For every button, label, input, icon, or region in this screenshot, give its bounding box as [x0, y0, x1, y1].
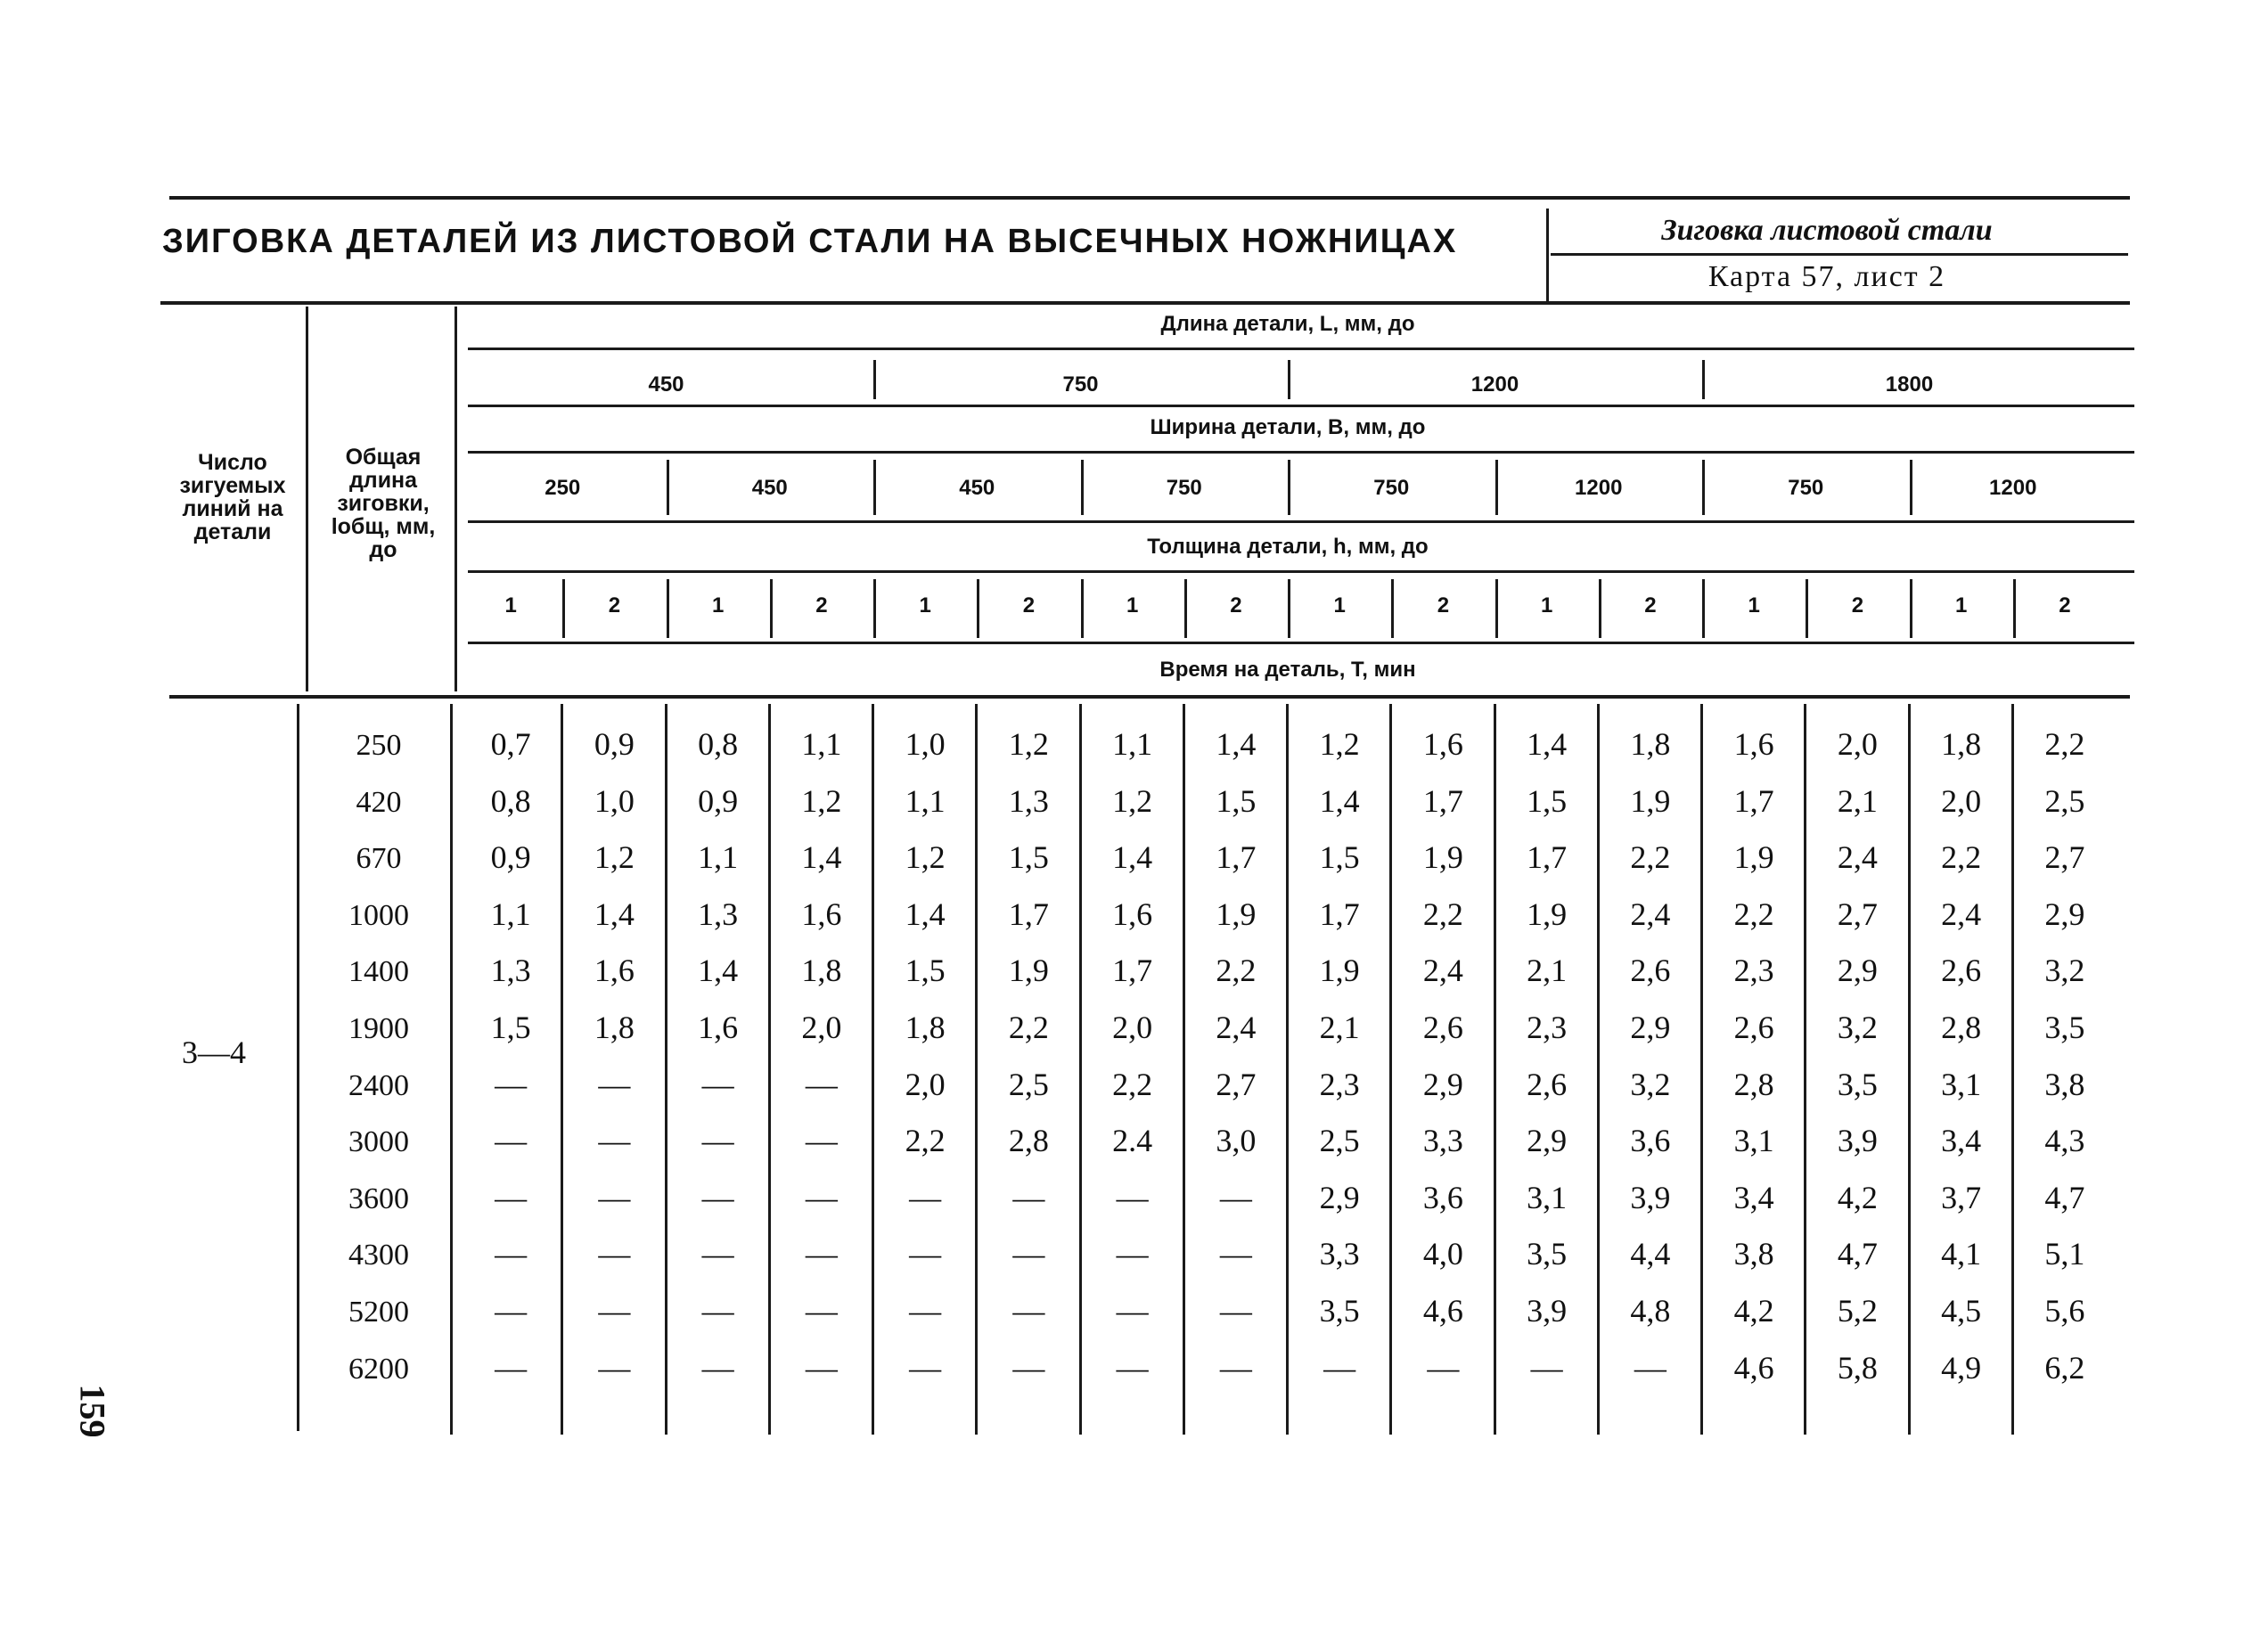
table-cell: 1,9 [1008, 953, 1049, 989]
table-cell: 2,2 [1630, 839, 1671, 876]
table-cell: 4,7 [1837, 1236, 1878, 1272]
thickness-divider [1702, 579, 1705, 638]
length-label: 750 [1062, 372, 1099, 397]
thickness-label: 1 [1748, 593, 1760, 617]
table-cell: 1,9 [1733, 839, 1774, 876]
table-cell: — [598, 1179, 631, 1215]
table-cell: 0,8 [698, 726, 739, 762]
table-cell: 2,0 [801, 1010, 842, 1045]
table-cell: — [495, 1123, 528, 1159]
table-cell: — [805, 1293, 838, 1329]
table-cell: 2,9 [1630, 1010, 1671, 1045]
table-cell: 3,2 [1837, 1010, 1878, 1045]
table-cell: 4,7 [2044, 1179, 2085, 1215]
table-cell: — [1116, 1236, 1149, 1272]
table-cell: 4,2 [1837, 1179, 1878, 1215]
table-cell: 2,2 [1422, 896, 1463, 932]
stub-total-length: Общая длина зиговки, lобщ, мм, до [331, 445, 436, 562]
table-cell: 2,0 [1112, 1010, 1153, 1045]
thickness-label: 2 [815, 593, 828, 617]
table-cell: 2,5 [2044, 782, 2085, 819]
table-cell: 1,1 [490, 896, 531, 932]
table-cell: 1,9 [1216, 896, 1257, 932]
row-label: 3600 [348, 1182, 409, 1215]
table-cell: 5,6 [2044, 1293, 2085, 1329]
table-cell: 2,4 [1216, 1010, 1257, 1045]
table-cell: 1,8 [905, 1010, 946, 1045]
thickness-label: 1 [1954, 593, 1968, 617]
thickness-divider [1391, 579, 1394, 638]
table-cell: 3,1 [1733, 1123, 1774, 1159]
width-label: 1200 [1575, 476, 1623, 500]
table-cell: 2,8 [1733, 1066, 1774, 1102]
table-cell: 1,7 [1008, 896, 1049, 932]
table-cell: — [598, 1123, 631, 1159]
table-cell: — [495, 1066, 528, 1102]
table-cell: 1,6 [594, 953, 635, 989]
thickness-divider [2013, 579, 2016, 638]
table-cell: 1,3 [490, 953, 531, 989]
thickness-divider [1184, 579, 1187, 638]
table-cell: 0,7 [490, 726, 531, 762]
table-cell: — [805, 1349, 838, 1386]
row-label: 2400 [348, 1068, 409, 1102]
table-cell: 1,2 [801, 782, 842, 819]
table-cell: 1,4 [1112, 839, 1153, 876]
table-cell: 2,9 [2044, 896, 2085, 932]
table-cell: 2.4 [1112, 1123, 1153, 1159]
title-bottom-rule [160, 301, 2130, 305]
card-number: Карта 57, лист 2 [1707, 260, 1946, 293]
thickness-divider [1288, 579, 1290, 638]
thickness-divider [1495, 579, 1498, 638]
table-cell: 2,0 [1941, 782, 1982, 819]
table-cell: 2,6 [1527, 1066, 1568, 1102]
table-cell: 2,4 [1630, 896, 1671, 932]
thickness-divider [1599, 579, 1601, 638]
table-cell: 2,2 [2044, 726, 2085, 762]
thickness-label: 1 [504, 593, 517, 617]
thickness-label: 2 [1230, 593, 1242, 617]
table-cell: 1,7 [1527, 839, 1568, 876]
table-cell: 2,3 [1319, 1066, 1360, 1102]
table-cell: 1,9 [1319, 953, 1360, 989]
table-cell: 2,4 [1422, 953, 1463, 989]
table-cell: 2,0 [905, 1066, 946, 1102]
table-cell: — [701, 1179, 734, 1215]
table-cell: 2,2 [905, 1123, 946, 1159]
table-cell: 2,9 [1319, 1179, 1360, 1215]
table-cell: 1,8 [1941, 726, 1982, 762]
table-cell: — [909, 1236, 942, 1272]
table-cell: — [1219, 1349, 1252, 1386]
table-cell: — [701, 1293, 734, 1329]
table-cell: 2,6 [1941, 953, 1982, 989]
table-cell: 1,8 [1630, 726, 1671, 762]
table-cell: 1,0 [594, 782, 635, 819]
table-cell: 1,9 [1422, 839, 1463, 876]
table-cell: 1,4 [594, 896, 635, 932]
header-rule-5 [468, 642, 2134, 644]
table-cell: 1,8 [594, 1010, 635, 1045]
header-rule-3 [468, 520, 2134, 523]
stub-divider-1 [306, 307, 308, 691]
table-cell: 2,6 [1630, 953, 1671, 989]
table-cell: — [1012, 1179, 1045, 1215]
header-rule-2 [468, 451, 2134, 454]
table-cell: 1,7 [1216, 839, 1257, 876]
table-cell: 1,4 [1319, 782, 1360, 819]
table-cell: — [805, 1123, 838, 1159]
table-cell: 1,2 [1319, 726, 1360, 762]
thickness-label: 2 [1022, 593, 1036, 617]
table-cell: 4,5 [1941, 1293, 1982, 1329]
table-cell: — [909, 1349, 942, 1386]
table-cell: 1,0 [905, 726, 946, 762]
table-cell: — [909, 1179, 942, 1215]
table-cell: 3,5 [2044, 1010, 2085, 1045]
table-cell: 1,4 [1216, 726, 1257, 762]
table-cell: 1,1 [905, 782, 946, 819]
table-cell: — [1012, 1349, 1045, 1386]
table-cell: — [701, 1349, 734, 1386]
table-cell: 1,3 [698, 896, 739, 932]
table-cell: — [805, 1066, 838, 1102]
table-cell: 2,2 [1941, 839, 1982, 876]
table-cell: 2,5 [1008, 1066, 1049, 1102]
width-label: 250 [545, 476, 581, 500]
table-cell: 2,4 [1941, 896, 1982, 932]
table-cell: 4,4 [1630, 1236, 1671, 1272]
table-cell: 2,7 [2044, 839, 2085, 876]
table-cell: 1,1 [801, 726, 842, 762]
table-cell: — [598, 1066, 631, 1102]
table-cell: 3,1 [1527, 1179, 1568, 1215]
group-label: 3—4 [182, 1035, 246, 1070]
body-label-divider [450, 704, 453, 1435]
table-cell: 3,4 [1733, 1179, 1774, 1215]
table-cell: 3,1 [1941, 1066, 1982, 1102]
table-cell: 1,3 [1008, 782, 1049, 819]
page-title: ЗИГОВКА ДЕТАЛЕЙ ИЗ ЛИСТОВОЙ СТАЛИ НА ВЫСЕЧНЫХ НОЖНИЦАХ [162, 223, 1458, 260]
length-label: 1200 [1470, 372, 1519, 397]
thickness-divider [977, 579, 979, 638]
table-cell: — [495, 1293, 528, 1329]
table-cell: 1,5 [1008, 839, 1049, 876]
thickness-divider [770, 579, 773, 638]
table-cell: 2,0 [1837, 726, 1878, 762]
table-cell: 1,2 [594, 839, 635, 876]
table-cell: 1,5 [1527, 782, 1568, 819]
thickness-divider [1910, 579, 1912, 638]
table-cell: 1,6 [801, 896, 842, 932]
table-cell: 2,2 [1008, 1010, 1049, 1045]
table-cell: 1,2 [1112, 782, 1153, 819]
table-cell: 2,8 [1941, 1010, 1982, 1045]
header-bottom-rule [169, 695, 2130, 699]
header-rule-1 [468, 405, 2134, 407]
table-cell: 1,4 [801, 839, 842, 876]
table-cell: 3,3 [1422, 1123, 1463, 1159]
right-title-divider [1551, 253, 2128, 256]
table-cell: 3,8 [1733, 1236, 1774, 1272]
length-divider [1288, 360, 1290, 399]
row-label: 670 [356, 842, 402, 876]
thickness-divider [873, 579, 876, 638]
row-label: 4300 [348, 1239, 409, 1272]
table-cell: — [701, 1123, 734, 1159]
table-cell: 1,1 [698, 839, 739, 876]
stub-divider-2 [454, 307, 457, 691]
table-cell: 0,8 [490, 782, 531, 819]
thickness-label: 2 [1437, 593, 1450, 617]
table-cell: 2,1 [1319, 1010, 1360, 1045]
table-cell: 2,4 [1837, 839, 1878, 876]
table-cell: — [1323, 1349, 1356, 1386]
table-cell: 5,2 [1837, 1293, 1878, 1329]
width-label: 450 [751, 476, 788, 500]
thickness-label: 1 [711, 593, 725, 617]
table-cell: 5,8 [1837, 1349, 1878, 1386]
thickness-label: 2 [608, 593, 621, 617]
table-cell: 3,5 [1319, 1293, 1360, 1329]
title-vertical-divider [1546, 209, 1549, 303]
table-cell: 3,0 [1216, 1123, 1257, 1159]
table-cell: 4,0 [1422, 1236, 1463, 1272]
table-cell: 4,6 [1422, 1293, 1463, 1329]
width-label: 450 [959, 476, 995, 500]
table-cell: 2,2 [1216, 953, 1257, 989]
width-divider [873, 460, 876, 515]
section-title: Зиговка листовой стали [1661, 214, 1993, 247]
table-cell: 3,8 [2044, 1066, 2085, 1102]
row-label: 1000 [348, 898, 409, 932]
table-cell: — [495, 1349, 528, 1386]
length-label: 450 [648, 372, 684, 397]
thickness-label: 1 [1333, 593, 1346, 617]
table-cell: 2,6 [1733, 1010, 1774, 1045]
table-cell: 2,6 [1422, 1010, 1463, 1045]
table-cell: — [598, 1236, 631, 1272]
table-cell: 1,1 [1112, 726, 1153, 762]
thickness-label: 2 [1851, 593, 1864, 617]
table-cell: 2,2 [1112, 1066, 1153, 1102]
table-cell: 1,7 [1733, 782, 1774, 819]
table-cell: — [805, 1179, 838, 1215]
table-cell: — [1219, 1293, 1252, 1329]
row-label: 5200 [348, 1296, 409, 1329]
table-cell: 4,3 [2044, 1123, 2085, 1159]
table-cell: 2,3 [1733, 953, 1774, 989]
table-cell: 1,5 [490, 1010, 531, 1045]
thickness-divider [1806, 579, 1808, 638]
time-header: Время на деталь, Т, мин [1159, 658, 1416, 682]
width-divider [1081, 460, 1084, 515]
header-rule-4 [468, 570, 2134, 573]
thickness-label: 1 [919, 593, 931, 617]
thickness-divider [562, 579, 565, 638]
width-header: Ширина детали, В, мм, до [1150, 415, 1426, 439]
table-cell: 1,4 [905, 896, 946, 932]
thickness-header: Толщина детали, h, мм, до [1147, 535, 1429, 559]
width-divider [1702, 460, 1705, 515]
table-cell: — [1012, 1236, 1045, 1272]
table-cell: 1,6 [698, 1010, 739, 1045]
table-cell: — [598, 1349, 631, 1386]
table-cell: — [598, 1293, 631, 1329]
table-cell: 2,9 [1837, 953, 1878, 989]
top-rule [169, 196, 2130, 200]
thickness-label: 1 [1126, 593, 1139, 617]
table-cell: 2,1 [1527, 953, 1568, 989]
table-cell: 0,9 [594, 726, 635, 762]
width-divider [667, 460, 669, 515]
length-divider [873, 360, 876, 399]
table-cell: — [701, 1066, 734, 1102]
table-cell: — [1530, 1349, 1563, 1386]
thickness-label: 2 [2059, 593, 2071, 617]
table-cell: 1,5 [1216, 782, 1257, 819]
row-label: 250 [356, 729, 402, 762]
table-cell: 2,2 [1733, 896, 1774, 932]
thickness-label: 1 [1540, 593, 1553, 617]
table-cell: 1,8 [801, 953, 842, 989]
table-cell: 3,2 [1630, 1066, 1671, 1102]
header-rule-0 [468, 348, 2134, 350]
table-cell: — [909, 1293, 942, 1329]
thickness-divider [667, 579, 669, 638]
table-cell: 1,4 [1527, 726, 1568, 762]
table-cell: — [1116, 1293, 1149, 1329]
row-label: 3000 [348, 1125, 409, 1159]
table-cell: 3,9 [1837, 1123, 1878, 1159]
table-cell: 3,6 [1422, 1179, 1463, 1215]
table-cell: 2,7 [1216, 1066, 1257, 1102]
row-label: 1900 [348, 1012, 409, 1045]
table-cell: — [1116, 1349, 1149, 1386]
table-cell: 1,9 [1630, 782, 1671, 819]
table-cell: 4,2 [1733, 1293, 1774, 1329]
table-cell: 2,3 [1527, 1010, 1568, 1045]
table-cell: 1,6 [1733, 726, 1774, 762]
table-cell: 3,6 [1630, 1123, 1671, 1159]
stub-lines-count: Число зигуемых линий на детали [179, 450, 286, 544]
table-cell: — [1116, 1179, 1149, 1215]
table-cell: 1,2 [905, 839, 946, 876]
table-cell: 3,5 [1837, 1066, 1878, 1102]
table-cell: — [701, 1236, 734, 1272]
table-cell: 2,9 [1422, 1066, 1463, 1102]
table-cell: 1,6 [1422, 726, 1463, 762]
table-cell: — [1427, 1349, 1460, 1386]
thickness-divider [1081, 579, 1084, 638]
length-header: Длина детали, L, мм, до [1160, 312, 1415, 336]
table-cell: — [1012, 1293, 1045, 1329]
table-cell: 2,9 [1527, 1123, 1568, 1159]
table-cell: 4,8 [1630, 1293, 1671, 1329]
table-cell: 1,5 [905, 953, 946, 989]
table-cell: 3,5 [1527, 1236, 1568, 1272]
table-cell: 2,7 [1837, 896, 1878, 932]
table-cell: 1,7 [1112, 953, 1153, 989]
table-cell: 3,7 [1941, 1179, 1982, 1215]
table-cell: 3,2 [2044, 953, 2085, 989]
table-cell: — [805, 1236, 838, 1272]
table-cell: 4,1 [1941, 1236, 1982, 1272]
table-cell: — [1219, 1179, 1252, 1215]
width-label: 750 [1373, 476, 1410, 500]
table-cell: 0,9 [698, 782, 739, 819]
length-label: 1800 [1885, 372, 1934, 397]
width-label: 750 [1166, 476, 1202, 500]
length-divider [1702, 360, 1705, 399]
table-cell: 2,5 [1319, 1123, 1360, 1159]
table-cell: — [495, 1236, 528, 1272]
table-cell: 1,2 [1008, 726, 1049, 762]
table-cell: 1,6 [1112, 896, 1153, 932]
table-cell: 3,9 [1527, 1293, 1568, 1329]
body-left-divider [297, 704, 299, 1431]
table-cell: 3,4 [1941, 1123, 1982, 1159]
table-cell: 4,6 [1733, 1349, 1774, 1386]
row-label: 6200 [348, 1352, 409, 1386]
width-divider [1288, 460, 1290, 515]
table-cell: 3,3 [1319, 1236, 1360, 1272]
table-cell: 2,1 [1837, 782, 1878, 819]
table-cell: — [1219, 1236, 1252, 1272]
table-cell: 6,2 [2044, 1349, 2085, 1386]
row-label: 420 [356, 785, 402, 819]
row-label: 1400 [348, 955, 409, 989]
table-cell: 1,9 [1527, 896, 1568, 932]
table-cell: 5,1 [2044, 1236, 2085, 1272]
width-divider [1495, 460, 1498, 515]
table-cell: 4,9 [1941, 1349, 1982, 1386]
table-cell: 2,8 [1008, 1123, 1049, 1159]
table-cell: 1,5 [1319, 839, 1360, 876]
thickness-label: 2 [1644, 593, 1657, 617]
table-cell: 0,9 [490, 839, 531, 876]
page-number: 159 [72, 1384, 113, 1438]
table-cell: 1,4 [698, 953, 739, 989]
width-label: 1200 [1989, 476, 2037, 500]
table-cell: 1,7 [1422, 782, 1463, 819]
width-label: 750 [1788, 476, 1824, 500]
table-cell: 1,7 [1319, 896, 1360, 932]
table-cell: — [495, 1179, 528, 1215]
width-divider [1910, 460, 1912, 515]
table-cell: — [1634, 1349, 1666, 1386]
table-cell: 3,9 [1630, 1179, 1671, 1215]
